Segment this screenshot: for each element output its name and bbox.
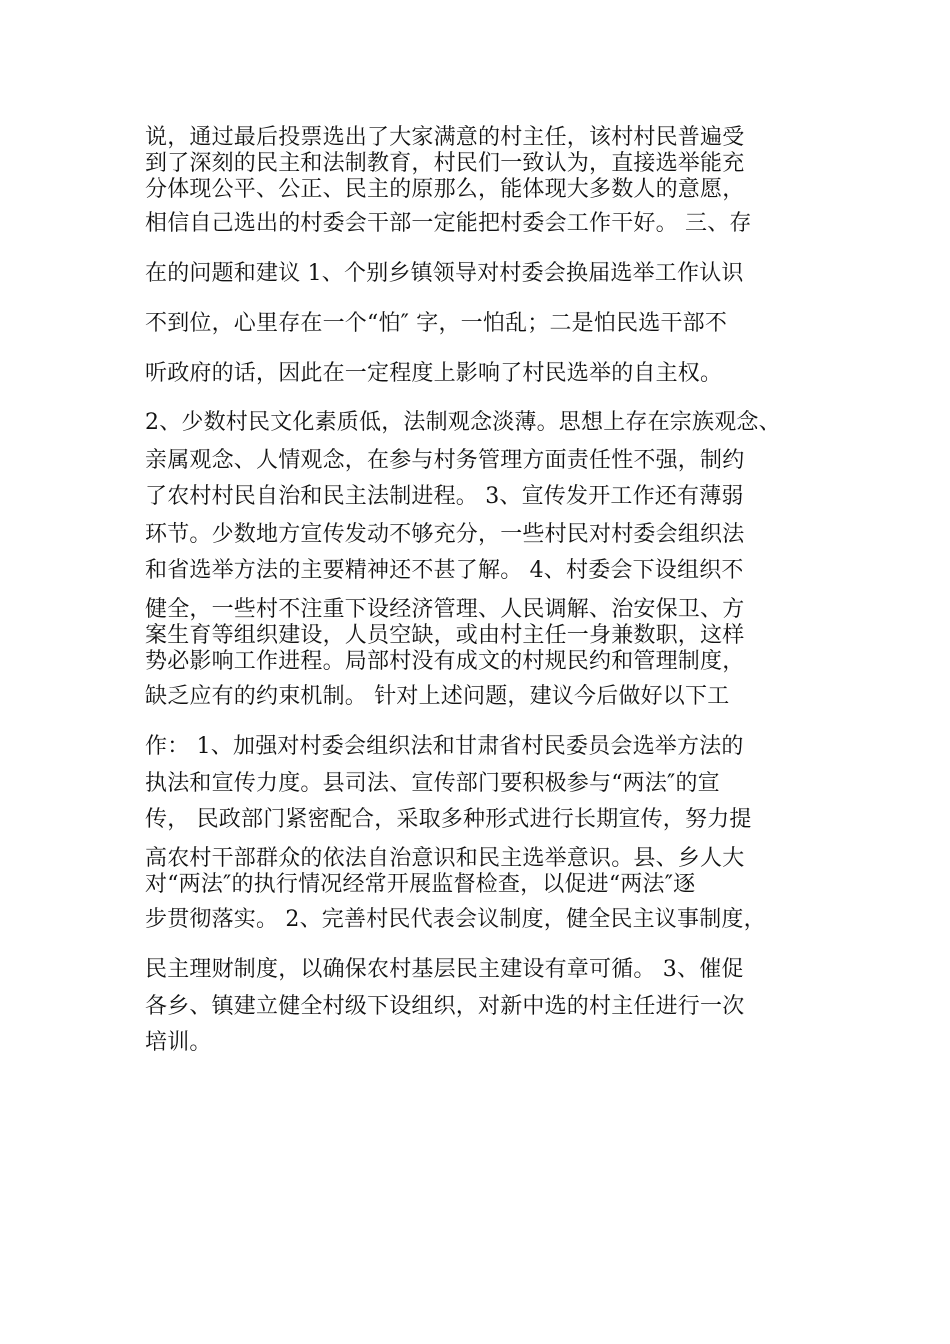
body-text-line: 作： 1、加强对村委会组织法和甘肃省村民委员会选举方法的 (145, 734, 744, 759)
body-text-line: 环节。少数地方宣传发动不够充分，一些村民对村委会组织法 (145, 522, 745, 547)
body-text-line: 不到位，心里存在一个“怕″ 字，一怕乱；二是怕民选干部不 (145, 311, 728, 336)
body-text-line: 缺乏应有的约束机制。 针对上述问题，建议今后做好以下工 (145, 684, 730, 709)
body-text-line: 案生育等组织建设，人员空缺，或由村主任一身兼数职，这样 (145, 623, 745, 648)
body-text-line: 传， 民政部门紧密配合，采取多种形式进行长期宣传，努力提 (145, 807, 752, 832)
body-text-line: 培训。 (145, 1030, 212, 1055)
body-text-line: 健全，一些村不注重下设经济管理、人民调解、治安保卫、方 (145, 597, 745, 622)
body-text-line: 高农村干部群众的依法自治意识和民主选举意识。县、乡人大 (145, 846, 745, 871)
body-text-line: 了农村村民自治和民主法制进程。 3、宣传发开工作还有薄弱 (145, 484, 744, 509)
body-text-line: 在的问题和建议 1、个别乡镇领导对村委会换届选举工作认识 (145, 261, 744, 286)
body-text-line: 对“两法″的执行情况经常开展监督检查，以促进“两法″逐 (145, 872, 696, 897)
body-text-line: 分体现公平、公正、民主的原那么，能体现大多数人的意愿， (145, 177, 745, 202)
body-text-line: 亲属观念、人情观念，在参与村务管理方面责任性不强，制约 (145, 448, 745, 473)
body-text-line: 相信自己选出的村委会干部一定能把村委会工作干好。 三、存 (145, 211, 752, 236)
body-text-line: 各乡、镇建立健全村级下设组织，对新中选的村主任进行一次 (145, 994, 745, 1019)
body-text-line: 说，通过最后投票选出了大家满意的村主任，该村村民普遍受 (145, 125, 745, 150)
body-text-line: 和省选举方法的主要精神还不甚了解。 4、村委会下设组织不 (145, 558, 744, 583)
body-text-line: 到了深刻的民主和法制教育，村民们一致认为，直接选举能充 (145, 151, 745, 176)
body-text-line: 步贯彻落实。 2、完善村民代表会议制度，健全民主议事制度， (145, 907, 766, 932)
body-text-line: 2、少数村民文化素质低，法制观念淡薄。思想上存在宗族观念、 (145, 410, 781, 435)
body-text-line: 势必影响工作进程。局部村没有成文的村规民约和管理制度， (145, 649, 745, 674)
body-text-line: 执法和宣传力度。县司法、宣传部门要积极参与“两法″的宣 (145, 771, 720, 796)
body-text-line: 听政府的话，因此在一定程度上影响了村民选举的自主权。 (145, 361, 723, 386)
body-text-line: 民主理财制度，以确保农村基层民主建设有章可循。 3、催促 (145, 957, 744, 982)
